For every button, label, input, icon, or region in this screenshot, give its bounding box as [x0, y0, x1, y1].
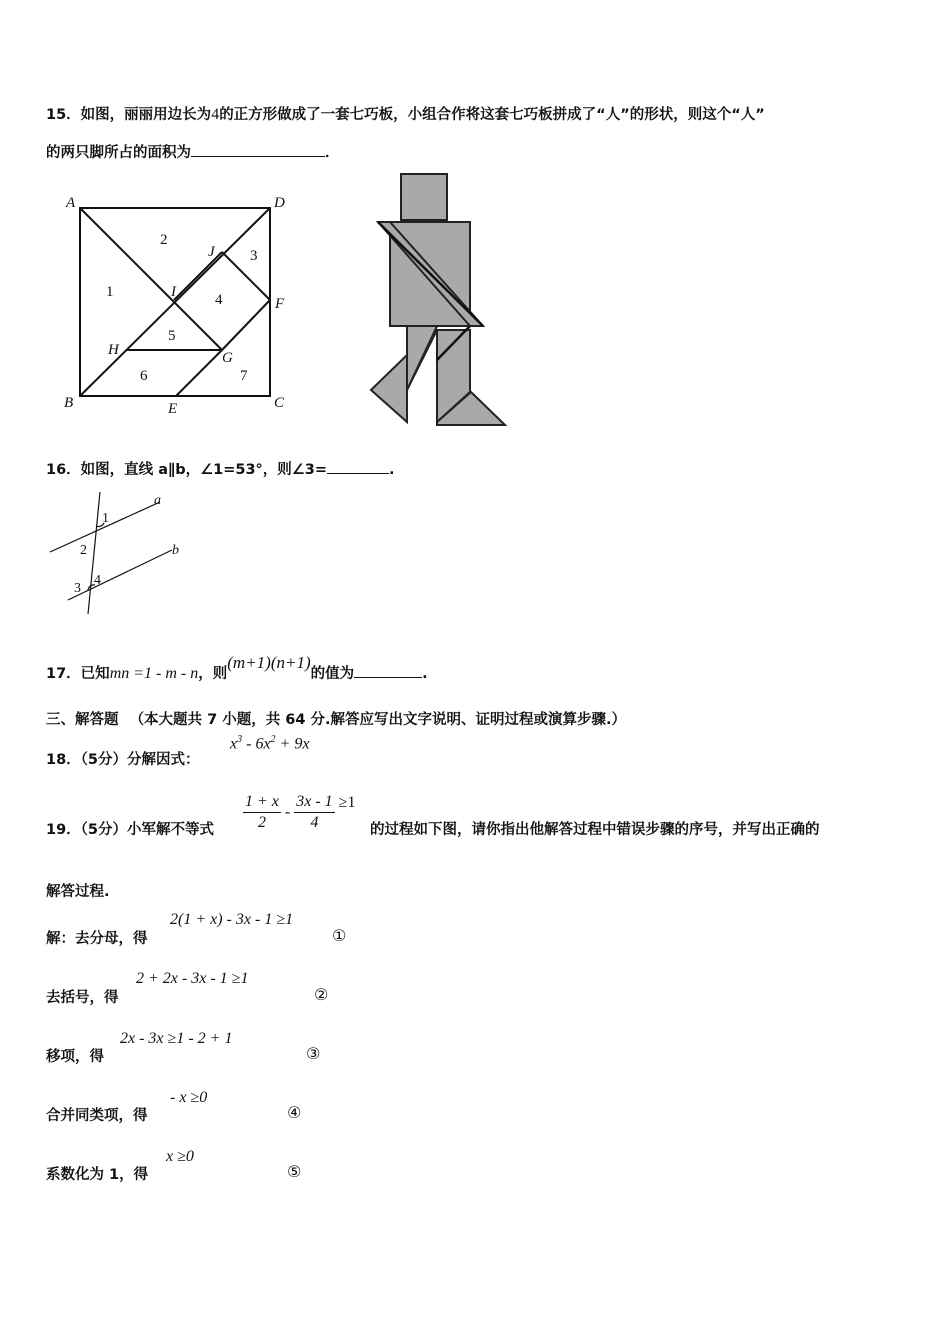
q18-term-a: x — [230, 735, 238, 753]
parallel-lines-figure — [48, 488, 198, 618]
q17-answer-blank[interactable] — [354, 663, 422, 678]
q19-inequality — [243, 792, 355, 833]
piece-4: 4 — [215, 292, 223, 308]
q19-fraction-1 — [243, 792, 281, 833]
q17-mid: ，则 — [198, 666, 228, 682]
q17-line — [46, 653, 428, 683]
q15-answer-blank[interactable] — [191, 142, 325, 157]
step2-mark: ② — [314, 985, 329, 1004]
section3-title: 三、解答题 — [46, 712, 119, 728]
q16-answer-blank[interactable] — [327, 459, 389, 474]
step1-label: 解：去分母，得 — [46, 931, 148, 947]
q15-text-b: 的正方形做成了一套七巧板，小组合作将这套七巧板拼成了“人”的形状，则这个“人” — [219, 107, 765, 123]
label-A: A — [66, 195, 76, 211]
q18-text: 18．（5分）分解因式： — [46, 752, 200, 768]
piece-1: 1 — [106, 284, 114, 300]
label-C: C — [274, 395, 285, 411]
q17-end: . — [422, 666, 428, 682]
angle-4-label: 4 — [94, 573, 101, 588]
step3-mark: ③ — [306, 1044, 321, 1063]
step1-math: 2(1 + x) - 3x - 1 ≥1 — [170, 911, 294, 928]
label-G: G — [222, 350, 233, 366]
label-I: I — [171, 284, 176, 300]
label-B: B — [64, 395, 74, 411]
q19-f2-num: 3x - 1 — [294, 792, 334, 813]
step4-math: - x ≥0 — [170, 1089, 208, 1106]
label-H: H — [108, 342, 119, 358]
q19-fraction-2 — [294, 792, 334, 833]
step3-label: 移项，得 — [46, 1049, 104, 1065]
angle-1-label: 1 — [102, 511, 109, 526]
step4-mark: ④ — [287, 1103, 302, 1122]
q16-text: 16．如图，直线 a∥b，∠1=53°，则∠3= — [46, 462, 328, 478]
label-E: E — [168, 401, 178, 417]
piece-3: 3 — [250, 248, 258, 264]
q15-side-value: 4 — [211, 106, 220, 123]
angle-2-label: 2 — [80, 543, 87, 558]
step2-math: 2 + 2x - 3x - 1 ≥1 — [136, 970, 249, 987]
piece-7: 7 — [240, 368, 248, 384]
q19-suffix-line — [370, 818, 820, 839]
step5-mark: ⑤ — [287, 1162, 302, 1181]
q19-ge: ≥1 — [338, 793, 356, 811]
step1-mark: ① — [332, 926, 347, 945]
q16-end: . — [389, 462, 395, 478]
angle-3-label: 3 — [74, 581, 81, 596]
section3-heading — [46, 708, 626, 729]
q18-expression — [230, 734, 309, 753]
q19-suffix: 的过程如下图，请你指出他解答过程中错误步骤的序号，并写出正确的 — [370, 822, 820, 838]
line-a-label: a — [154, 493, 161, 508]
q18-term-c: + 9x — [275, 735, 310, 753]
piece-2: 2 — [160, 232, 168, 248]
q18-sup-a: 3 — [237, 734, 243, 745]
step2-label: 去括号，得 — [46, 990, 119, 1006]
q18-sup-b: 2 — [270, 734, 276, 745]
q15-end: ． — [325, 145, 340, 161]
q15-text-c: 的两只脚所占的面积为 — [46, 145, 191, 161]
q19-prefix: 19．（5分）小军解不等式 — [46, 822, 215, 838]
q17-given-equation: mn =1 - m - n — [109, 665, 199, 682]
q19-prefix-line — [46, 818, 214, 839]
q15-text-a: 15．如图，丽丽用边长为 — [46, 107, 212, 123]
label-D: D — [274, 195, 285, 211]
q19-f2-den: 4 — [310, 814, 319, 831]
tangram-square-figure — [60, 188, 300, 418]
q16-line — [46, 458, 395, 479]
q18-line — [46, 748, 200, 769]
q17-expression: (m+1)(n+1) — [227, 653, 311, 672]
q19-line2 — [46, 880, 110, 901]
q18-term-b: - 6x — [242, 735, 271, 753]
q15-line1 — [46, 103, 765, 124]
step5-math: x ≥0 — [166, 1148, 194, 1165]
q15-line2 — [46, 141, 340, 162]
q17-prefix: 17．已知 — [46, 666, 110, 682]
step5-label: 系数化为 1，得 — [46, 1167, 149, 1183]
label-F: F — [275, 296, 285, 312]
section3-note: （本大题共 7 小题，共 64 分.解答应写出文字说明、证明过程或演算步骤.） — [129, 712, 627, 728]
piece-6: 6 — [140, 368, 148, 384]
q19-line2-text: 解答过程. — [46, 884, 110, 900]
step3-math: 2x - 3x ≥1 - 2 + 1 — [120, 1030, 233, 1047]
line-b-label: b — [172, 543, 179, 558]
label-J: J — [208, 244, 215, 260]
q19-f1-num: 1 + x — [243, 792, 281, 813]
q17-suffix: 的值为 — [310, 666, 355, 682]
tangram-person-figure — [365, 170, 515, 435]
q19-minus: - — [284, 803, 291, 821]
piece-5: 5 — [168, 328, 176, 344]
step4-label: 合并同类项，得 — [46, 1108, 148, 1124]
q19-f1-den: 2 — [257, 814, 266, 831]
